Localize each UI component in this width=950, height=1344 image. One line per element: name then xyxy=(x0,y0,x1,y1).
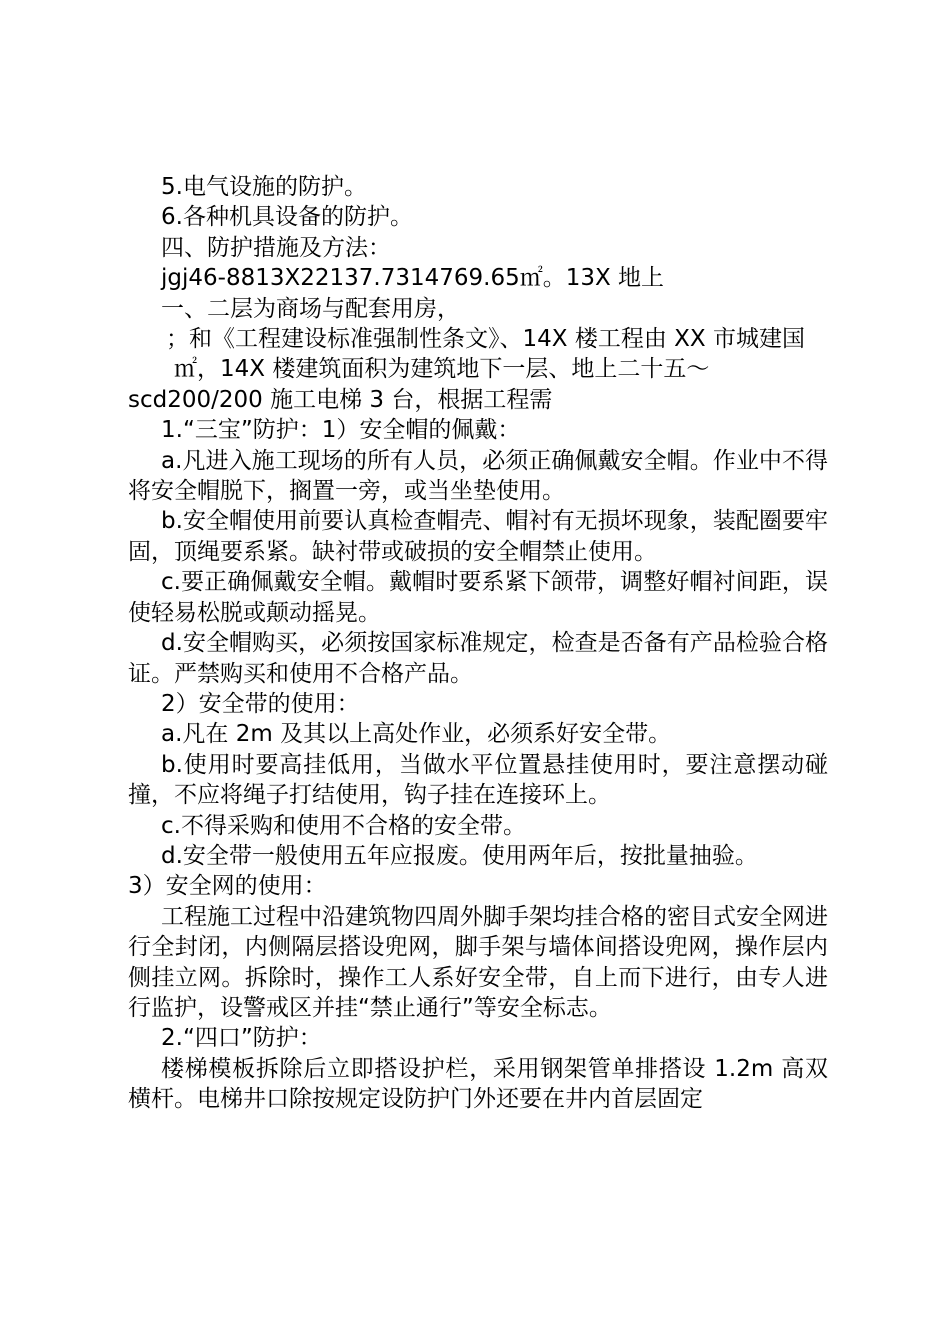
text-line: a.凡在 2m 及其以上高处作业，必须系好安全带。 xyxy=(161,721,672,748)
text-paragraph: ；和《工程建设标准强制性条文》、14X 楼工程由 XX 市城建国 xyxy=(166,326,805,353)
text-line: scd200/200 施工电梯 3 台，根据工程需 xyxy=(128,386,553,413)
text-line: 2）安全带的使用： xyxy=(161,690,360,717)
text-line: 四、防护措施及方法： xyxy=(161,234,391,261)
text-paragraph: d.安全帽购买，必须按国家标准规定，检查是否备有产品检验合格证。严禁购买和使用不合格产品。 xyxy=(128,630,828,687)
text-line: c.不得采购和使用不合格的安全带。 xyxy=(161,812,526,839)
text-line: d.安全带一般使用五年应报废。使用两年后，按批量抽验。 xyxy=(161,842,758,869)
text-line: 1.“三宝”防护：1）安全帽的佩戴： xyxy=(161,417,521,444)
text-line: jgj46-8813X22137.7314769.65㎡。13X 地上 xyxy=(161,265,665,292)
text-paragraph: b.使用时要高挂低用，当做水平位置悬挂使用时，要注意摆动碰撞，不应将绳子打结使用，钩子挂在连接环上。 xyxy=(128,751,828,809)
text-line: ㎡，14X 楼建筑面积为建筑地下一层、地上二十五～ xyxy=(174,356,710,383)
text-line: 5.电气设施的防护。 xyxy=(161,174,367,200)
text-paragraph: a.凡进入施工现场的所有人员，必须正确佩戴安全帽。作业中不得将安全帽脱下，搁置一旁，或当坐垫使用。 xyxy=(128,447,828,505)
text-line: 2.“四口”防护： xyxy=(161,1025,322,1052)
document-body xyxy=(128,172,828,1115)
text-paragraph: 工程施工过程中沿建筑物四周外脚手架均挂合格的密目式安全网进行全封闭，内侧隔层搭设兜网，脚手架与墙体间搭设兜网，操作层内侧挂立网。拆除时，操作工人系好安全带，自上而下进行，由专人进行监护，设警戒区并挂“禁止通行”等安全标志。 xyxy=(128,903,828,1021)
text-paragraph: c.要正确佩戴安全帽。戴帽时要系紧下颌带，调整好帽衬间距，误使轻易松脱或颠动摇晃。 xyxy=(128,569,828,626)
text-line: 6.各种机具设备的防护。 xyxy=(161,204,413,231)
text-line: 3）安全网的使用： xyxy=(128,873,327,900)
text-paragraph: 楼梯模板拆除后立即搭设护栏，采用钢架管单排搭设 1.2m 高双横杆。电梯井口除按规定设防护门外还要在井内首层固定 xyxy=(128,1055,828,1113)
text-line: 一、二层为商场与配套用房， xyxy=(161,295,460,322)
text-paragraph: b.安全帽使用前要认真检查帽壳、帽衬有无损坏现象，装配圈要牢固，顶绳要系紧。缺衬带或破损的安全帽禁止使用。 xyxy=(128,508,828,565)
